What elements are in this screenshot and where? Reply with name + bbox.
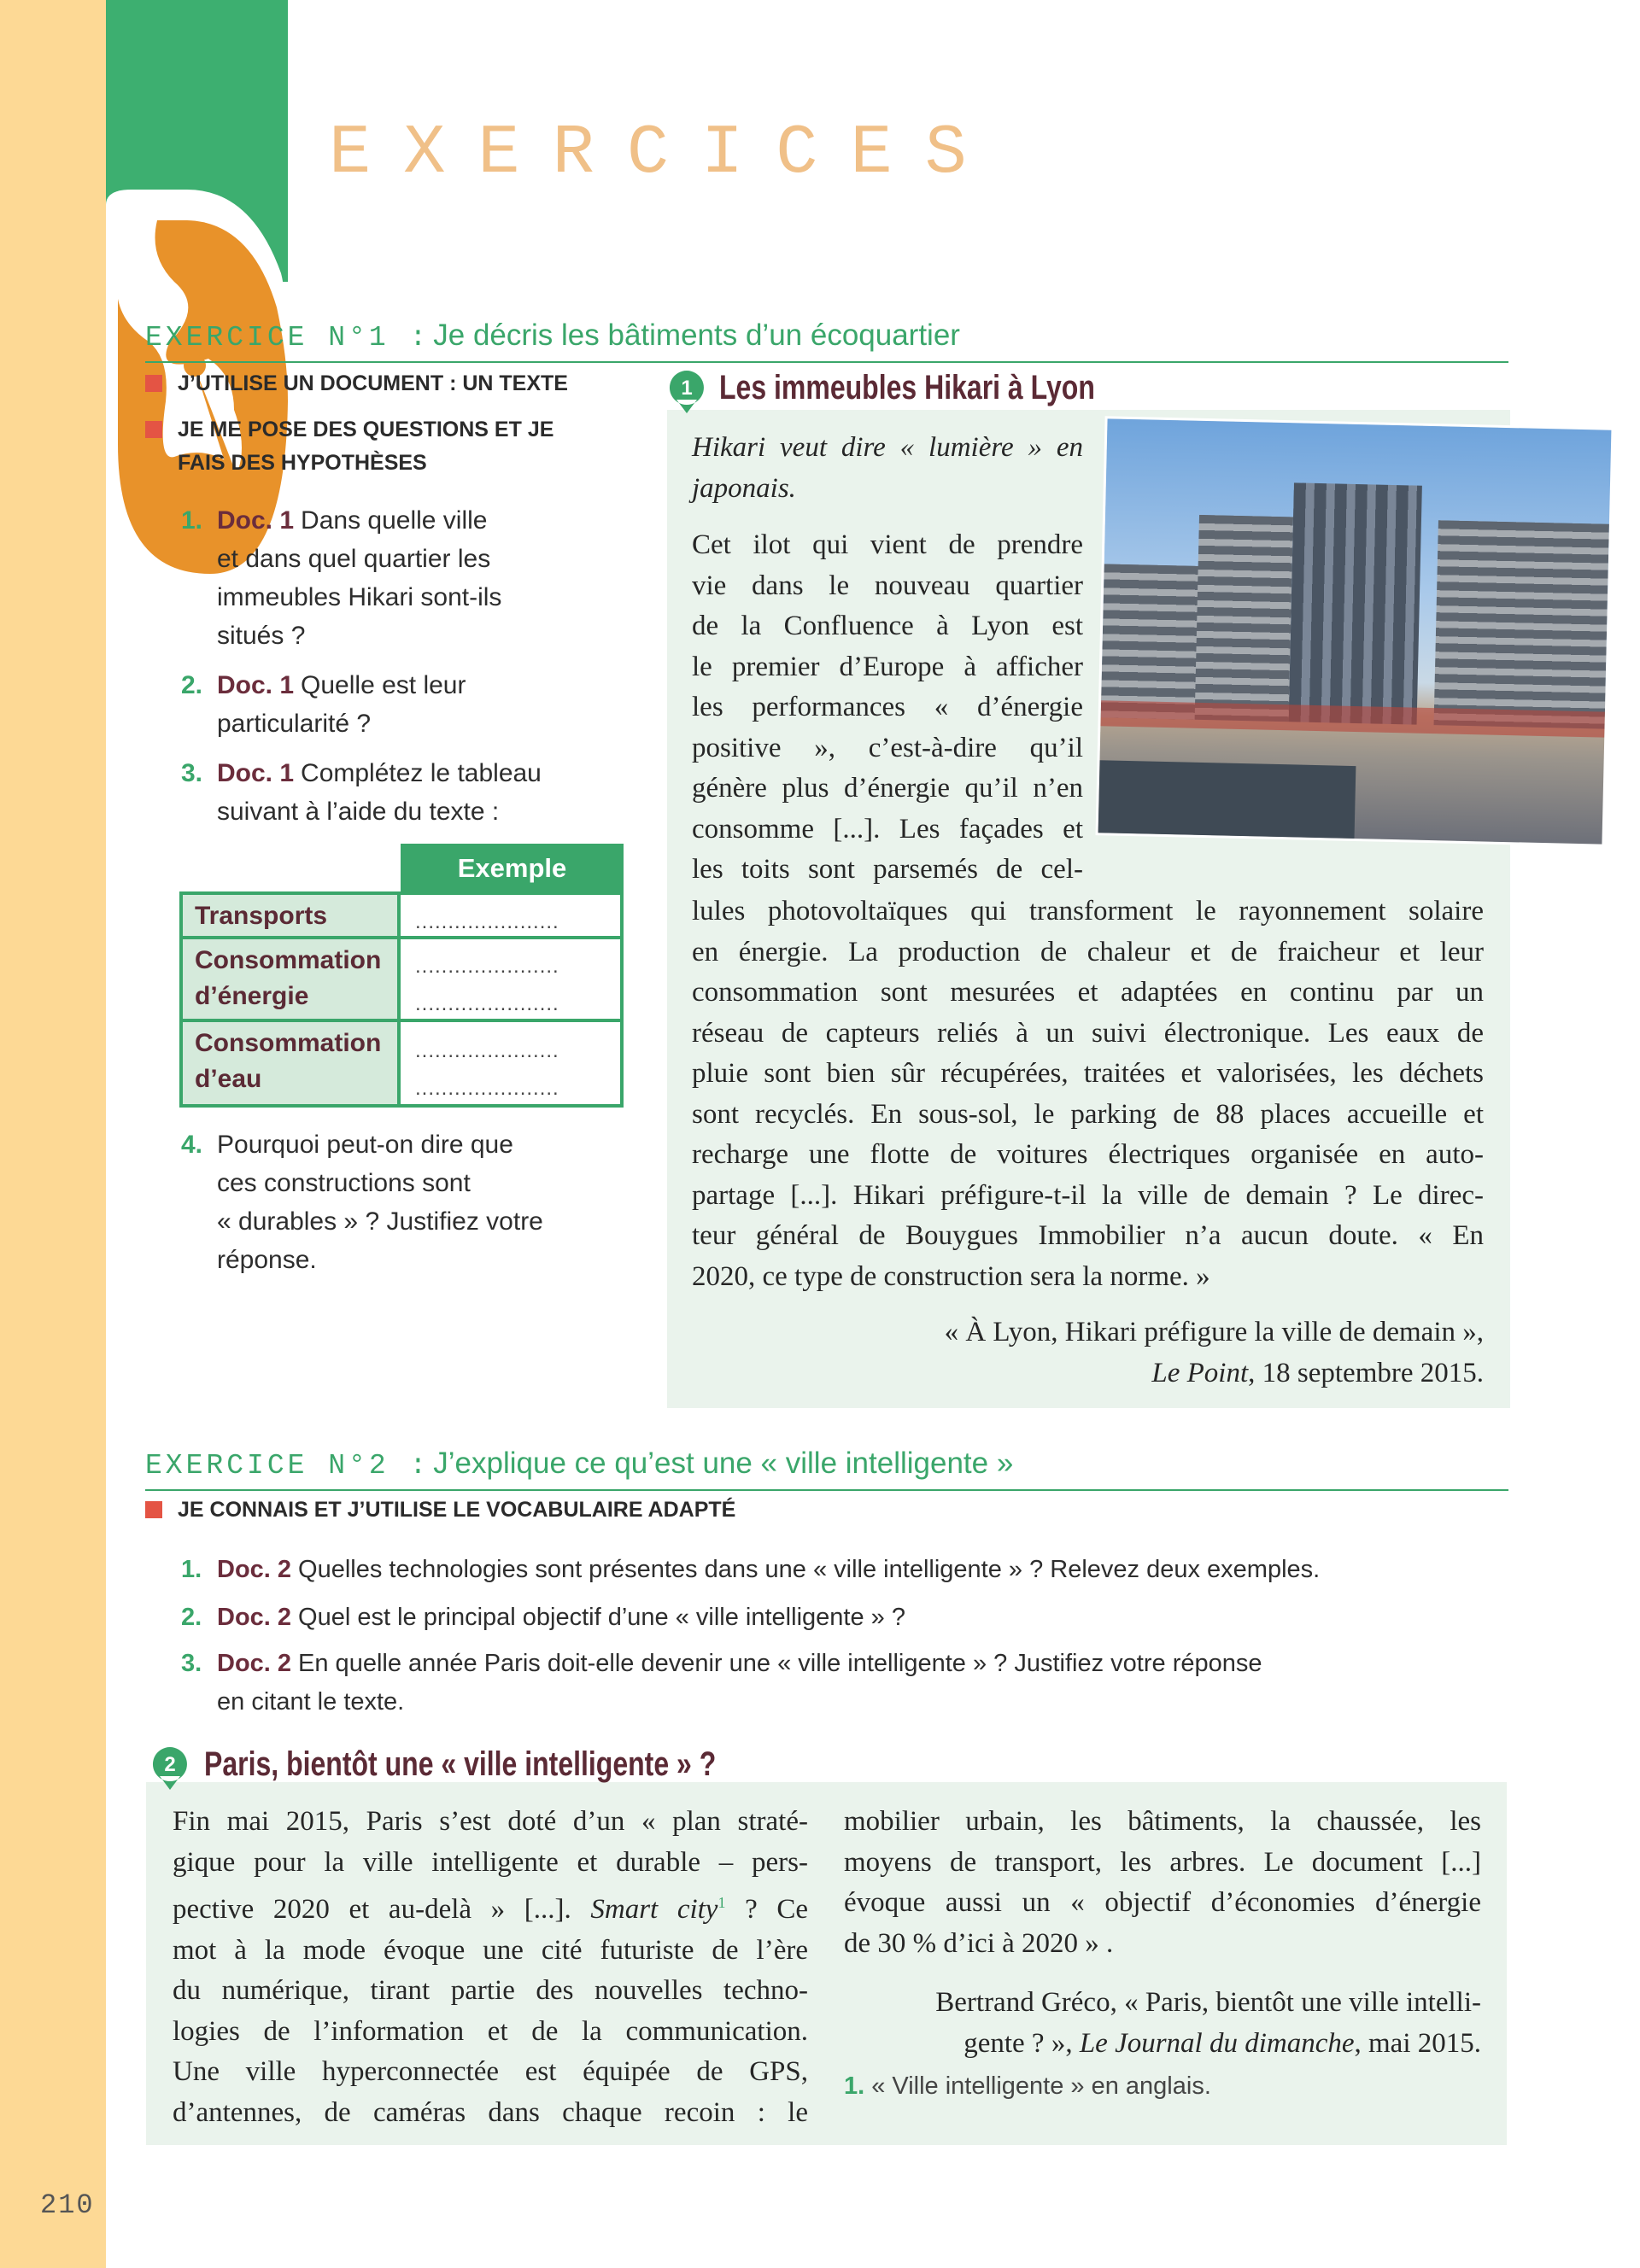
answer-blank[interactable]: ...................... (415, 912, 559, 932)
text-line: évoque aussi un « objectif d’économies d’énergie (844, 1887, 1481, 1918)
text-line: teur général de Bouygues Immobilier n’a aucun doute. « En (692, 1220, 1484, 1251)
footnote (844, 2069, 1211, 2103)
document-number-badge-icon (151, 1745, 189, 1792)
red-square-bullet-icon (145, 1501, 162, 1518)
text-line: d’antennes, de caméras dans chaque recoin : le (173, 2096, 808, 2128)
row-label: Consommation d’énergie (183, 939, 401, 1019)
document-2-column-1 (173, 1802, 808, 2133)
question-number: 3. (181, 759, 203, 787)
question-number: 1. (181, 1556, 202, 1583)
document-number-badge-icon (668, 369, 706, 415)
question-number: 2. (181, 1604, 202, 1631)
footnote-text: « Ville intelligente » en anglais. (871, 2072, 1211, 2100)
exercise-1-heading (145, 316, 1508, 363)
question-text: situés ? (217, 622, 306, 650)
skill-item-continued (145, 446, 427, 480)
doc-reference: Doc. 2 (217, 1650, 292, 1677)
question-number: 3. (181, 1650, 202, 1677)
skill-item (145, 412, 554, 447)
question-text: Quelles technologies sont présentes dans une « ville intelligente » ? Relevez deux exemples. (298, 1556, 1321, 1583)
doc-reference: Doc. 1 (217, 671, 295, 699)
red-square-bullet-icon (145, 421, 162, 438)
text-line: recharge une flotte de voitures électriques organisée en auto- (692, 1139, 1484, 1170)
exercise-1-title: Je décris les bâtiments d’un écoquartier (433, 319, 960, 352)
text-line: Hikari veut dire « lumière » en (692, 432, 1083, 463)
question-number: 1. (181, 506, 203, 535)
text-line: les toits sont parsemés de cel- (692, 854, 1083, 885)
text-line: de la Confluence à Lyon est (692, 611, 1083, 641)
answer-blank[interactable]: ...................... (415, 1078, 559, 1099)
question-text: Quel est le principal objectif d’une « ville intelligente » ? (298, 1604, 905, 1631)
text-line: Bertrand Gréco, « Paris, bientôt une ville intelli- (935, 1987, 1481, 2018)
question-1 (181, 501, 501, 655)
question-number: 4. (181, 1131, 203, 1159)
text-segment: Smart city (590, 1894, 718, 1925)
text-line: génère plus d’énergie qu’il n’en (692, 773, 1083, 804)
text-line: vie dans le nouveau quartier (692, 570, 1083, 601)
text-segment: Le Journal du dimanche (1079, 2027, 1355, 2059)
skill-label: FAIS DES HYPOTHÈSES (178, 451, 427, 475)
question-number: 2. (181, 671, 203, 699)
question-2 (181, 1599, 905, 1637)
document-1-body (692, 525, 1083, 891)
skill-label: JE CONNAIS ET J’UTILISE LE VOCABULAIRE ADAPTÉ (178, 1498, 736, 1522)
text-line: mot à la mode évoque une cité futuriste de l’ère (173, 1934, 808, 1966)
text-segment: , mai 2015. (1354, 2027, 1481, 2059)
text-line: mobilier urbain, les bâtiments, la chaussée, les (844, 1806, 1481, 1837)
table-row (179, 891, 624, 939)
answer-blank[interactable]: ...................... (415, 956, 559, 977)
question-text: suivant à l’aide du texte : (217, 798, 500, 826)
question-text: Dans quelle ville (301, 506, 488, 535)
text-line: moyens de transport, les arbres. Le document [...] (844, 1846, 1481, 1878)
text-line: en énergie. La production de chaleur et de fraicheur et leur (692, 936, 1484, 967)
exercise-2-number: EXERCICE N°2 : (145, 1450, 430, 1482)
text-line: Cet ilot qui vient de prendre (692, 529, 1083, 560)
text-line: logies de l’information et de la communication. (173, 2015, 808, 2047)
text-segment: gente ? », (964, 2027, 1080, 2059)
text-line (844, 2024, 1481, 2065)
text-line: 2020, ce type de construction sera la norme. » (692, 1260, 1210, 1292)
question-text: En quelle année Paris doit-elle devenir une « ville intelligente » ? Justifiez votre réponse (298, 1650, 1262, 1677)
text-line: lules photovoltaïques qui transforment le rayonnement solaire (692, 896, 1484, 926)
question-text: immeubles Hikari sont-ils (217, 583, 502, 611)
question-3 (181, 754, 542, 831)
answer-blank[interactable]: ...................... (415, 1041, 559, 1061)
question-4 (181, 1125, 543, 1279)
document-2-title: Paris, bientôt une « ville intelligente » ? (204, 1745, 717, 1783)
table-row (179, 936, 624, 1022)
text-line: Fin mai 2015, Paris s’est doté d’un « plan straté- (173, 1806, 808, 1837)
hikari-buildings-photo (1098, 418, 1612, 844)
answer-blank[interactable]: ...................... (415, 994, 559, 1014)
row-label: Consommation d’eau (183, 1022, 401, 1104)
footnote-number: 1. (844, 2072, 865, 2100)
document-number: 2 (164, 1753, 176, 1776)
doc-reference: Doc. 1 (217, 759, 295, 787)
doc-reference: Doc. 2 (217, 1604, 292, 1631)
question-text: réponse. (217, 1246, 317, 1274)
doc-reference: Doc. 1 (217, 506, 295, 535)
row-label: Transports (183, 895, 401, 936)
question-text: Quelle est leur (301, 671, 466, 699)
skill-item (145, 1493, 735, 1527)
page-number: 210 (40, 2189, 95, 2221)
text-segment: Le Point (1151, 1357, 1249, 1388)
question-text: particularité ? (217, 710, 372, 738)
table-header-exemple: Exemple (401, 844, 624, 893)
question-3 (181, 1645, 1262, 1721)
text-line: du numérique, tirant partie des nouvelles techno- (173, 1975, 808, 2006)
document-1-title: Les immeubles Hikari à Lyon (719, 369, 1095, 406)
doc-reference: Doc. 2 (217, 1556, 292, 1583)
document-1-body-continued (692, 891, 1484, 1297)
red-square-bullet-icon (145, 375, 162, 392)
question-text: « durables » ? Justifiez votre (217, 1207, 543, 1236)
document-1-source (692, 1312, 1484, 1394)
question-text: et dans quel quartier les (217, 545, 491, 573)
text-segment: , 18 septembre 2015. (1248, 1357, 1484, 1388)
text-line: Une ville hyperconnectée est équipée de GPS, (173, 2056, 808, 2087)
skill-label: J’UTILISE UN DOCUMENT : UN TEXTE (178, 371, 568, 395)
text-line: de 30 % d’ici à 2020 » . (844, 1927, 1114, 1959)
exercise-2-heading (145, 1444, 1508, 1491)
text-line: « À Lyon, Hikari préfigure la ville de demain », (944, 1317, 1484, 1347)
skill-item (145, 366, 568, 400)
text-line: consomme [...]. Les façades et (692, 813, 1083, 845)
question-2 (181, 666, 466, 743)
exercise-2-title: J’explique ce qu’est une « ville intelligente » (433, 1447, 1014, 1480)
text-line: japonais. (692, 472, 796, 504)
page-margin-strip (0, 0, 106, 2268)
text-segment: ? Ce (725, 1894, 808, 1925)
text-line: positive », c’est-à-dire qu’il (692, 732, 1083, 763)
document-number: 1 (681, 377, 693, 400)
document-1-intro (692, 428, 1083, 509)
text-line: consommation sont mesurées et adaptées en continu par un (692, 977, 1484, 1008)
question-text: Complétez le tableau (301, 759, 542, 787)
footnote-ref: 1 (718, 1894, 726, 1911)
text-line: partage [...]. Hikari préfigure-t-il la ville de demain ? Le direc- (692, 1179, 1484, 1211)
text-line: pluie sont bien sûr récupérées, traitées et valorisées, les déchets (692, 1058, 1484, 1089)
text-line: sont recyclés. En sous-sol, le parking de 88 places accueille et (692, 1098, 1484, 1130)
table-row (179, 1019, 624, 1108)
question-1 (181, 1551, 1320, 1589)
page-title: EXERCICES (329, 114, 999, 193)
text-segment: pective 2020 et au-delà » [...]. (173, 1894, 591, 1925)
text-line: le premier d’Europe à afficher (692, 651, 1083, 682)
question-text: en citant le texte. (217, 1688, 405, 1716)
exercise-1-number: EXERCICE N°1 : (145, 322, 430, 354)
text-line (692, 1353, 1484, 1394)
text-line: les performances « d’énergie (692, 692, 1083, 722)
text-line (173, 1883, 808, 1931)
question-text: Pourquoi peut-on dire que (217, 1131, 513, 1159)
text-line: gique pour la ville intelligente et durable – pers- (173, 1846, 808, 1878)
skill-label: JE ME POSE DES QUESTIONS ET JE (178, 418, 554, 441)
document-2-source (844, 1983, 1481, 2064)
exercise-quill-logo-icon (106, 0, 288, 581)
text-line: réseau de capteurs reliés à un suivi électronique. Les eaux de (692, 1017, 1484, 1049)
question-text: ces constructions sont (217, 1169, 471, 1197)
document-2-column-2 (844, 1802, 1481, 1964)
